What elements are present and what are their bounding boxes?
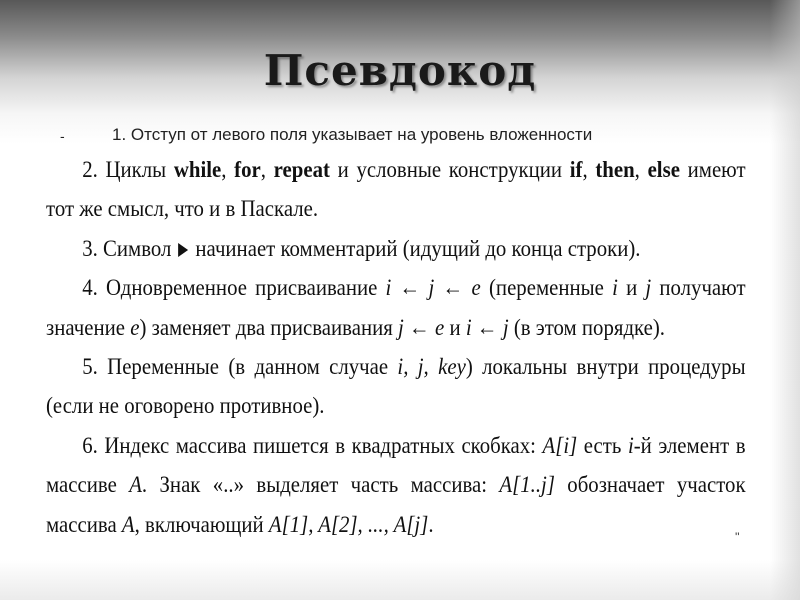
keyword-while: while <box>173 157 222 182</box>
item-6-text-g: . <box>428 511 434 537</box>
item-2-comma-1: , <box>221 157 235 182</box>
item-3-text-a: 3. Символ <box>82 235 172 261</box>
item-4-math-6: i ← j <box>465 314 509 340</box>
keyword-repeat: repeat <box>273 157 330 182</box>
slide-title: Псевдокод <box>263 46 537 95</box>
item-6-math-4: A[1..j] <box>499 472 555 498</box>
item-3-paragraph <box>46 229 746 268</box>
item-5-text-a: 5. Переменные (в данном случае <box>82 354 398 380</box>
item-2-text-a: 2. Циклы <box>82 157 174 182</box>
item-6-paragraph <box>46 426 746 544</box>
item-5-math-1: i, j, key <box>397 354 466 380</box>
item-6-math-5: A <box>121 511 135 537</box>
item-5-text-b: ) локальны внутри процедуры (если не оговорено противное). <box>46 354 746 419</box>
item-6-math-2: i <box>627 432 634 458</box>
comment-triangle-icon <box>178 243 188 257</box>
bullet-mark: - <box>60 128 65 144</box>
item-4-text-b: (переменные <box>480 275 613 301</box>
item-6-text-a: 6. Индекс массива пишется в квадратных скобках: <box>82 432 543 458</box>
item-4-text-g: (в этом порядке). <box>508 314 666 340</box>
item-6-text-d: . Знак «..» выделяет часть массива: <box>141 472 500 498</box>
item-1-text: 1. Отступ от левого поля указывает на уровень вложенности <box>112 125 593 144</box>
item-5-paragraph <box>46 347 746 426</box>
item-3-text-b: начинает комментарий (идущий до конца строки). <box>195 235 641 261</box>
item-4-math-5: j ← e <box>398 314 445 340</box>
item-4-paragraph <box>46 268 746 347</box>
scanned-text-block <box>46 150 746 544</box>
item-6-math-6: A[1], A[2], ..., A[j] <box>268 511 429 537</box>
keyword-for: for <box>234 157 261 182</box>
item-4-math-1: i ← j ← e <box>385 275 481 301</box>
item-4-math-4: e <box>130 314 140 340</box>
item-6-math-1: A[i] <box>542 432 578 458</box>
item-4-math-2: i <box>612 275 618 301</box>
item-2-comma-3: , <box>582 157 596 182</box>
item-2-paragraph <box>46 150 746 229</box>
item-4-text-a: 4. Одновременное присваивание <box>82 275 386 301</box>
item-6-text-b: есть <box>577 432 628 458</box>
item-4-text-f: и <box>444 314 466 340</box>
item-4-text-c: и <box>617 275 646 301</box>
keyword-if: if <box>569 157 583 182</box>
item-6-text-e: обозначает участок массива <box>46 472 746 537</box>
item-4-text-e: ) заменяет два присваивания <box>139 314 399 340</box>
item-4-text-d: получают значение <box>46 275 746 340</box>
item-6-math-3: A <box>129 472 142 498</box>
keyword-else: else <box>647 157 680 182</box>
item-2-comma-2: , <box>260 157 274 182</box>
item-2-text-b: и условные конструкции <box>329 157 570 182</box>
slide-bottom-shadow <box>0 560 800 600</box>
keyword-then: then <box>595 157 635 182</box>
item-2-comma-4: , <box>634 157 648 182</box>
item-4-math-3: j <box>645 275 652 301</box>
corner-mark: '' <box>735 530 740 544</box>
item-6-text-f: , включающий <box>134 511 269 537</box>
item-2-text-c: имеют тот же смысл, что и в Паскале. <box>46 157 746 222</box>
item-6-text-c: -й элемент в массиве <box>46 432 746 498</box>
